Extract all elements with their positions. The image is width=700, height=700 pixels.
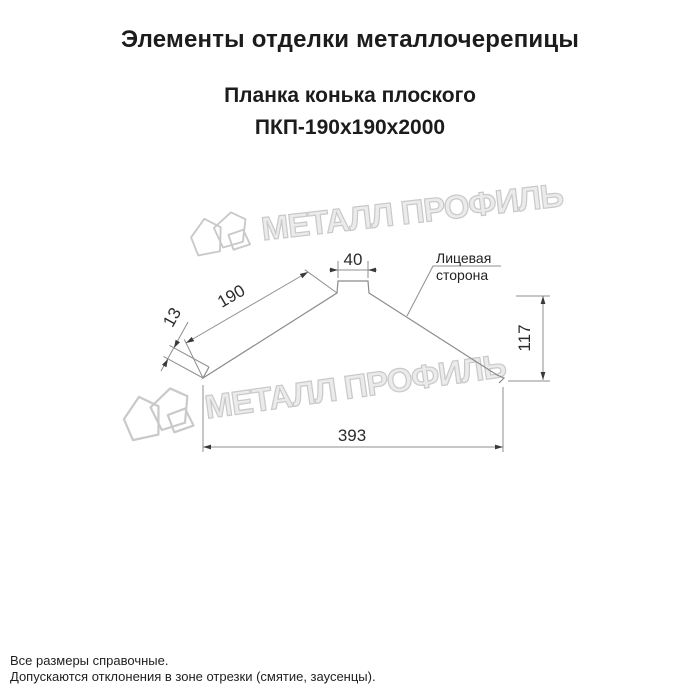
face-side-label-line2: сторона [436,267,489,283]
page-title: Элементы отделки металлочерепицы [120,26,580,53]
footer-note-2: Допускаются отклонения в зоне отрезки (смятие, заусенцы). [10,669,376,684]
watermark-text: МЕТАЛЛ ПРОФИЛЬ [259,176,565,248]
dim-height [508,296,550,381]
dim-hem [159,304,209,378]
dim-hem-value: 13 [159,304,186,331]
face-side-label-line1: Лицевая [436,250,492,266]
footer-note-1: Все размеры справочные. [10,653,169,668]
profile-outline [203,281,504,383]
dim-total-width-value: 393 [337,426,367,445]
dim-slope-length-value: 190 [214,280,249,312]
dim-top-width [329,250,377,278]
footer-notes [10,653,376,685]
watermark-text: МЕТАЛЛ ПРОФИЛЬ [202,346,508,426]
dim-slope-length [184,270,337,378]
face-side-label [407,250,501,316]
dim-top-width-value: 40 [343,250,363,269]
product-model: ПКП-190x190x2000 [254,116,446,139]
dim-height-value: 117 [515,324,534,352]
dim-total-width [203,385,503,452]
product-subtitle: Планка конька плоского [224,84,476,107]
